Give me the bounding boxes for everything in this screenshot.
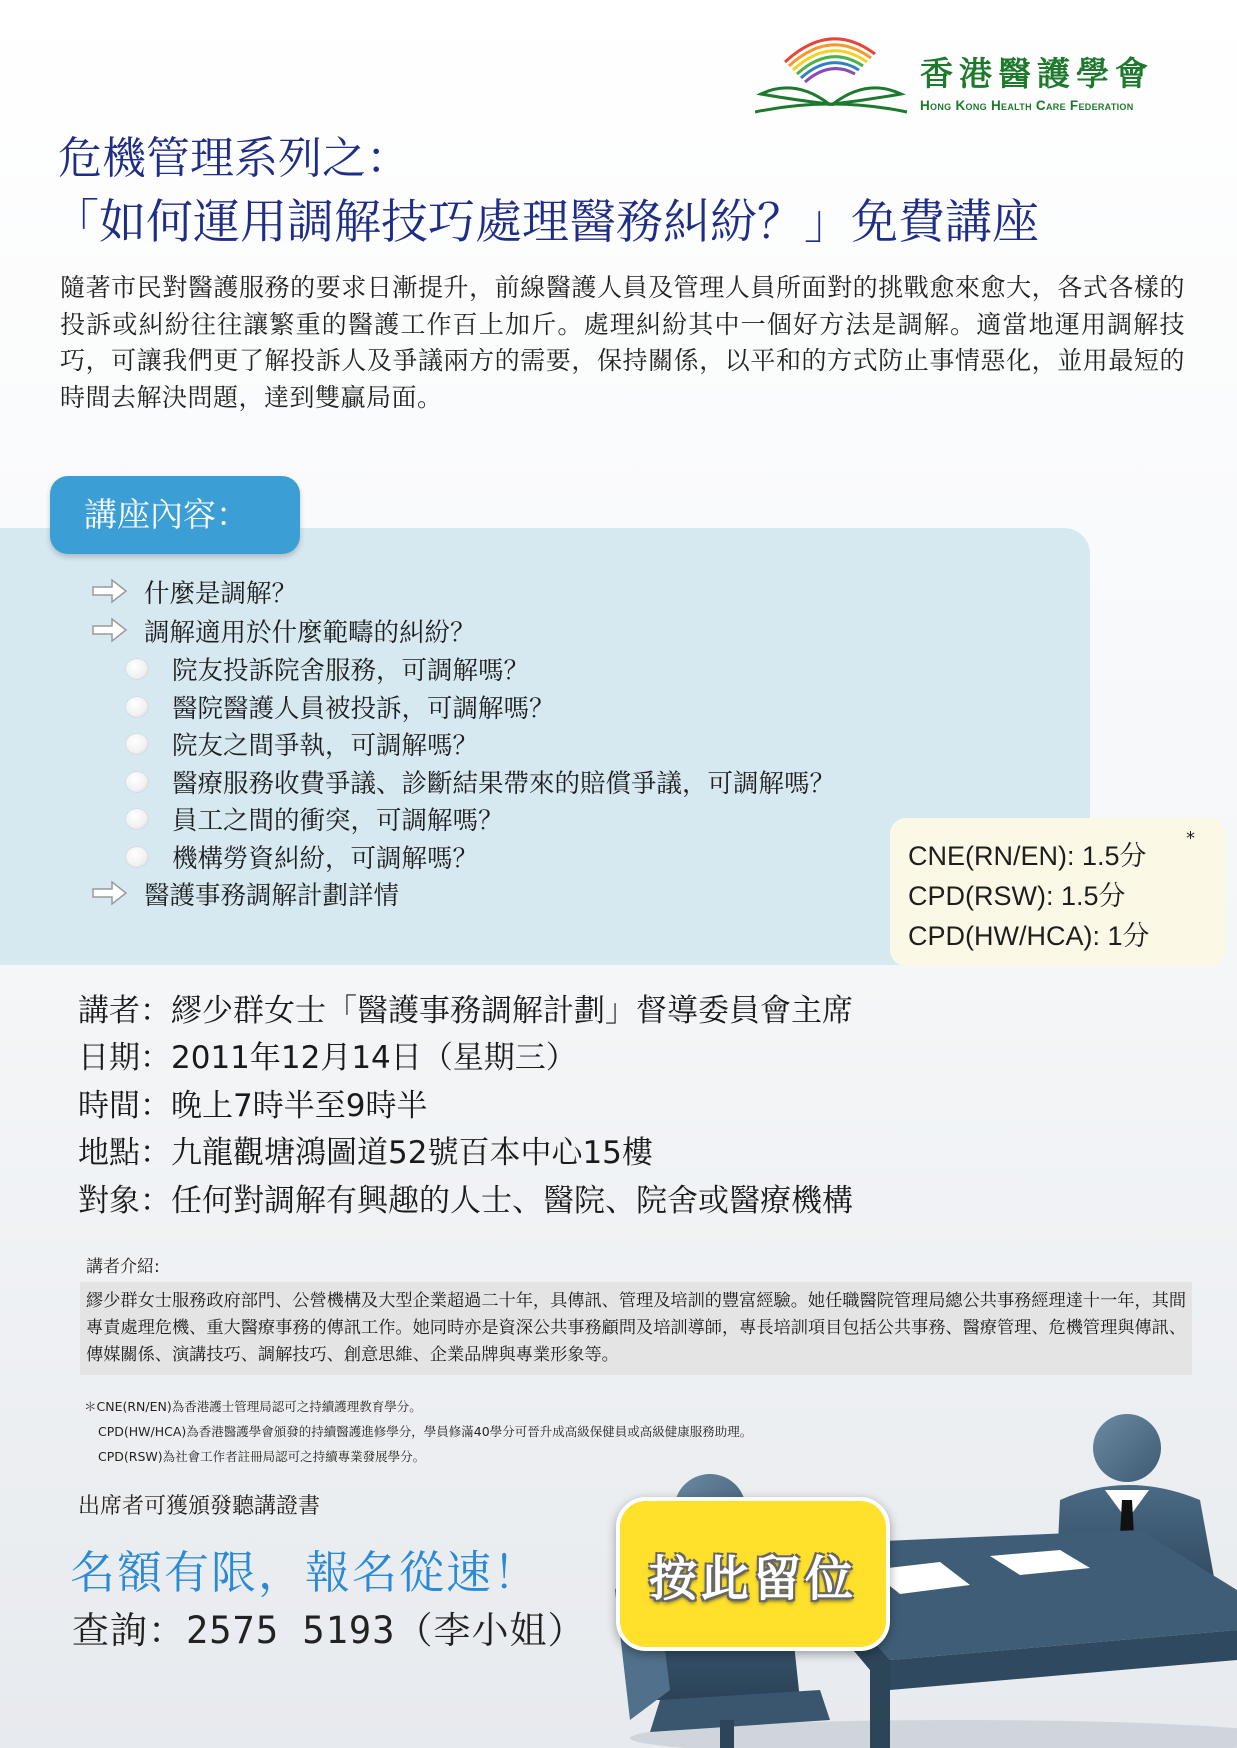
- certificate-note: 出席者可獲頒發聽講證書: [78, 1494, 321, 1519]
- list-subitem: 醫療服務收費爭議、診斷結果帶來的賠償爭議，可調解嗎？: [172, 769, 836, 799]
- list-subitem: 機構勞資糾紛，可調解嗎？: [172, 844, 479, 874]
- logo: [755, 28, 1215, 118]
- bullet-icon: [126, 847, 148, 867]
- list-item: 調解適用於什麼範疇的糾紛？: [144, 618, 476, 648]
- enquiry-line: 查詢：2575 5193（李小姐）: [72, 1609, 586, 1652]
- time-line: 時間：晚上7時半至9時半: [78, 1088, 428, 1124]
- list-item: 什麼是調解？: [144, 579, 298, 609]
- page-title: 「如何運用調解技巧處理醫務糾紛？」免費講座: [52, 195, 1039, 250]
- date-line: 日期：2011年12月14日（星期三）: [78, 1040, 577, 1076]
- reserve-seat-button[interactable]: [616, 1497, 890, 1651]
- arrow-icon: [92, 880, 128, 906]
- arrow-icon: [92, 617, 128, 643]
- bullet-icon: [126, 772, 148, 792]
- org-name-en: Hong Kong Health Care Federation: [920, 98, 1134, 113]
- list-subitem: 院友投訴院舍服務，可調解嗎？: [172, 656, 530, 686]
- arrow-icon: [92, 578, 128, 604]
- venue-line: 地點：九龍觀塘鴻圖道52號百本中心15樓: [78, 1135, 653, 1171]
- bullet-icon: [126, 659, 148, 679]
- bullet-icon: [126, 734, 148, 754]
- cpd-footnote-marker: *: [1186, 828, 1195, 849]
- reserve-seat-label: 按此留位: [648, 1550, 857, 1607]
- audience-line: 對象：任何對調解有興趣的人士、醫院、院舍或醫療機構: [78, 1183, 853, 1219]
- bullet-icon: [126, 697, 148, 717]
- cpd-rsw: CPD(RSW): 1.5分: [908, 881, 1126, 911]
- rainbow-leaf-icon: [755, 28, 915, 118]
- bullet-icon: [126, 809, 148, 829]
- note-cne: ＊CNE(RN/EN)為香港護士管理局認可之持續護理教育學分。: [84, 1399, 422, 1414]
- list-subitem: 醫院醫護人員被投訴，可調解嗎？: [172, 694, 555, 724]
- list-item: 醫護事務調解計劃詳情: [144, 881, 400, 911]
- bio-label: 講者介紹:: [86, 1257, 160, 1277]
- cpd-cne: CNE(RN/EN): 1.5分: [908, 841, 1147, 871]
- speaker-line: 講者：繆少群女士「醫護事務調解計劃」督導委員會主席: [78, 993, 853, 1029]
- content-section-label: 講座內容：: [50, 476, 300, 554]
- limited-seats-text: 名額有限，報名從速！: [70, 1546, 541, 1599]
- note-rsw: CPD(RSW)為社會工作者註冊局認可之持續專業發展學分。: [98, 1449, 426, 1464]
- intro-paragraph: 隨著市民對醫護服務的要求日漸提升，前線醫護人員及管理人員所面對的挑戰愈來愈大，各式各樣的投訴或糾紛往往讓繁重的醫護工作百上加斤。處理糾紛其中一個好方法是調解。適當地運用調解技巧，可讓我們更了解投訴人及爭議兩方的需要，保持關係，以平和的方式防止事情惡化，並用最短的時間去解決問題，達到雙贏局面。: [60, 273, 1185, 412]
- cpd-hw: CPD(HW/HCA): 1分: [908, 921, 1150, 951]
- org-name-zh: 香港醫護學會: [920, 54, 1154, 93]
- list-subitem: 員工之間的衝突，可調解嗎？: [172, 806, 504, 836]
- bio-text: 繆少群女士服務政府部門、公營機構及大型企業超過二十年，具傳訊、管理及培訓的豐富經驗。她任職醫院管理局總公共事務經理達十一年，其間專責處理危機、重大醫療事務的傳訊工作。她同時亦是資深公共事務顧問及培訓導師，專長培訓項目包括公共事務、醫療管理、危機管理與傳訊、傳媒關係、演講技巧、調解技巧、創意思維、企業品牌與專業形象等。: [86, 1291, 1187, 1365]
- note-hw: CPD(HW/HCA)為香港醫護學會頒發的持續醫護進修學分，學員修滿40學分可晉升成高級保健員或高級健康服務助理。: [98, 1424, 753, 1439]
- list-subitem: 院友之間爭執，可調解嗎？: [172, 731, 479, 761]
- title-series: 危機管理系列之：: [58, 133, 410, 184]
